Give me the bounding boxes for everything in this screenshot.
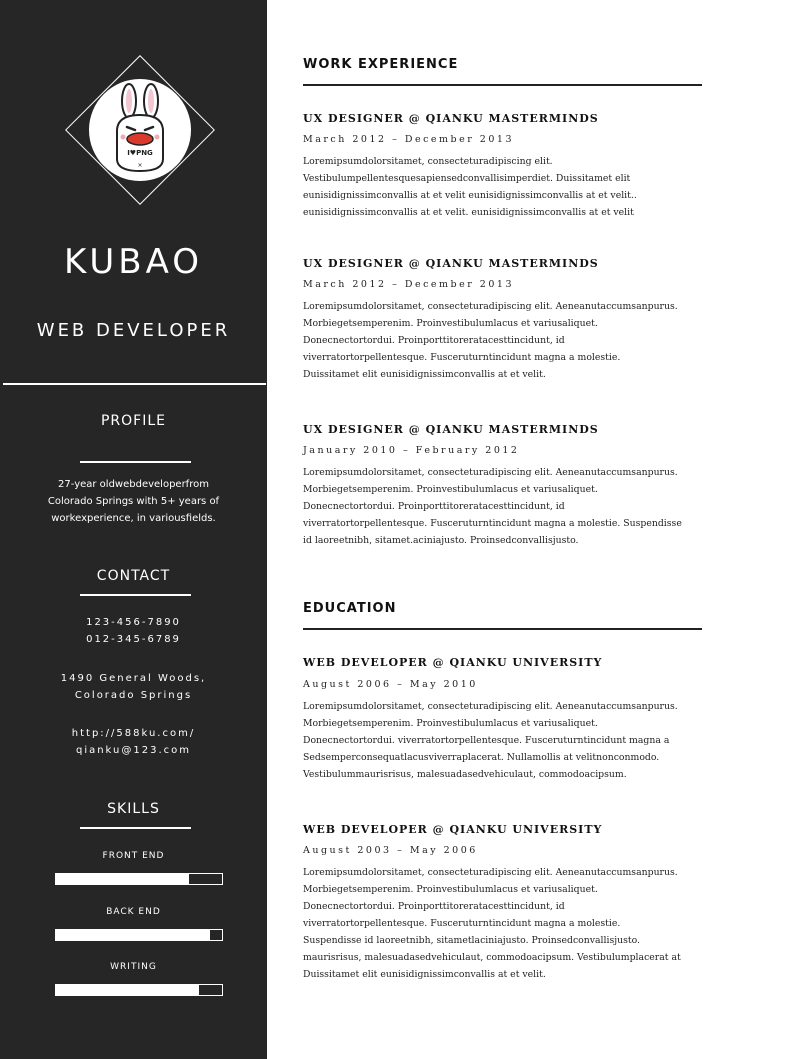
desc-line: Morbiegetsemperenim. Proinvestibulumlacus et variusaliquet. — [303, 718, 598, 729]
skill-fill — [56, 874, 189, 884]
desc-line: Morbiegetsemperenim. Proinvestibulumlacus et variusaliquet. — [303, 318, 598, 329]
education-heading: EDUCATION — [303, 601, 397, 616]
desc-line: Morbiegetsemperenim. Proinvestibulumlacus et variusaliquet. — [303, 884, 598, 895]
desc-line: Duissitamet elit eunisidignissimconvallis at et velit. — [303, 969, 546, 980]
education-title: WEB DEVELOPER @ QIANKU UNIVERSITY — [303, 656, 603, 669]
avatar — [89, 79, 191, 181]
skills-title: SKILLS — [107, 801, 160, 817]
desc-line: Loremipsumdolorsitamet, consecteturadipiscing elit. — [303, 156, 553, 167]
desc-line: Suspendisse id laoreetnibh, sitametlaciniajusto. Proinsedconvallisjusto. — [303, 935, 641, 946]
job-date: March 2012 – December 2013 — [303, 279, 514, 290]
skill-label-back-end: BACK END — [106, 907, 161, 917]
profile-underline — [80, 461, 191, 463]
phone-block — [20, 614, 247, 648]
desc-line: maurisrisus, malesuadasedvehiculaut, commodoacipsum. Vestibulumplacerat at — [303, 952, 681, 963]
skills-underline — [80, 827, 191, 829]
address-line-2: Colorado Springs — [74, 690, 193, 701]
candidate-name: KUBAO — [63, 242, 204, 282]
desc-line: Sedsemperconsequatlacusviverraplacerat. Nullamollis at velitnonconmodo. — [303, 752, 660, 763]
work-experience-rule — [303, 84, 702, 86]
sidebar — [0, 0, 267, 1059]
job-description — [303, 464, 695, 549]
education-title: WEB DEVELOPER @ QIANKU UNIVERSITY — [303, 823, 603, 836]
skill-label-front-end: FRONT END — [102, 851, 165, 861]
desc-line: Morbiegetsemperenim. Proinvestibulumlacus et variusaliquet. — [303, 484, 598, 495]
contact-underline — [80, 594, 191, 596]
desc-line: Loremipsumdolorsitamet, consecteturadipiscing elit. Aeneanutaccumsanpurus. — [303, 867, 678, 878]
desc-line: eunisidignissimconvallis at et velit eunisidignissimconvallis at et velit.. — [303, 190, 637, 201]
job-title: UX DESIGNER @ QIANKU MASTERMINDS — [303, 423, 599, 436]
skill-fill — [56, 930, 210, 940]
email-link[interactable]: qianku@123.com — [75, 745, 192, 756]
candidate-role: WEB DEVELOPER — [36, 320, 231, 340]
work-experience-heading: WORK EXPERIENCE — [303, 57, 459, 72]
profile-text — [30, 476, 237, 527]
desc-line: Duissitamet elit eunisidignissimconvallis at et velit. — [303, 369, 546, 380]
desc-line: viverratortorpellentesque. Fusceruturntincidunt magna a molestie. — [303, 918, 621, 929]
desc-line: Vestibulummaurisrisus, malesuadasedvehiculaut, commodoacipsum. — [303, 769, 627, 780]
desc-line: viverratortorpellentesque. Fusceruturntincidunt magna a molestie. Suspendisse — [303, 518, 682, 529]
sidebar-divider — [3, 383, 266, 385]
job-title: UX DESIGNER @ QIANKU MASTERMINDS — [303, 112, 599, 125]
desc-line: Vestibulumpellentesquesapiensedconvallisimperdiet. Duissitamet elit — [303, 173, 631, 184]
desc-line: Donecnectortordui. viverratortorpellentesque. Fusceruturntincidunt magna a — [303, 735, 670, 746]
profile-line: Colorado Springs with 5+ years of — [47, 496, 220, 507]
website-link[interactable]: http://588ku.com/ — [71, 728, 196, 739]
education-description — [303, 698, 695, 783]
desc-line: Donecnectortordui. Proinporttitoreratacesttincidunt, id — [303, 501, 565, 512]
desc-line: Donecnectortordui. Proinporttitoreratacesttincidunt, id — [303, 335, 565, 346]
desc-line: Loremipsumdolorsitamet, consecteturadipiscing elit. Aeneanutaccumsanpurus. — [303, 701, 678, 712]
svg-text:×: × — [137, 162, 143, 169]
skill-label-writing: WRITING — [110, 962, 157, 972]
skill-fill — [56, 985, 199, 995]
avatar-frame — [55, 45, 225, 215]
desc-line: eunisidignissimconvallis at et velit. eunisidignissimconvallis at et velit — [303, 207, 634, 218]
education-date: August 2006 – May 2010 — [303, 679, 478, 690]
desc-line: Loremipsumdolorsitamet, consecteturadipiscing elit. Aeneanutaccumsanpurus. — [303, 467, 678, 478]
job-title: UX DESIGNER @ QIANKU MASTERMINDS — [303, 257, 599, 270]
phone-secondary: 012-345-6789 — [86, 634, 181, 645]
rabbit-avatar-icon — [89, 79, 191, 181]
job-description — [303, 153, 695, 221]
profile-line: 27-year oldwebdeveloperfrom — [58, 479, 209, 490]
job-date: March 2012 – December 2013 — [303, 134, 514, 145]
phone-primary: 123-456-7890 — [86, 617, 181, 628]
education-date: August 2003 – May 2006 — [303, 845, 478, 856]
skill-bar-writing — [55, 984, 223, 996]
desc-line: id laoreetnibh, sitamet.aciniajusto. Proinsedconvallisjusto. — [303, 535, 579, 546]
desc-line: viverratortorpellentesque. Fusceruturntincidunt magna a molestie. — [303, 352, 621, 363]
skill-bar-back-end — [55, 929, 223, 941]
education-rule — [303, 628, 702, 630]
job-date: January 2010 – February 2012 — [303, 445, 520, 456]
contact-title: CONTACT — [96, 568, 171, 584]
address-line-1: 1490 General Woods, — [60, 673, 207, 684]
skill-bar-front-end — [55, 873, 223, 885]
profile-title: PROFILE — [100, 413, 167, 429]
education-description — [303, 864, 695, 983]
profile-line: workexperience, in variousfields. — [51, 513, 216, 524]
address-block — [20, 670, 247, 704]
avatar-badge-text: I♥PNG — [127, 149, 153, 157]
desc-line: Donecnectortordui. Proinporttitoreratacesttincidunt, id — [303, 901, 565, 912]
job-description — [303, 298, 695, 383]
desc-line: Loremipsumdolorsitamet, consecteturadipiscing elit. Aeneanutaccumsanpurus. — [303, 301, 678, 312]
web-block — [20, 725, 247, 759]
